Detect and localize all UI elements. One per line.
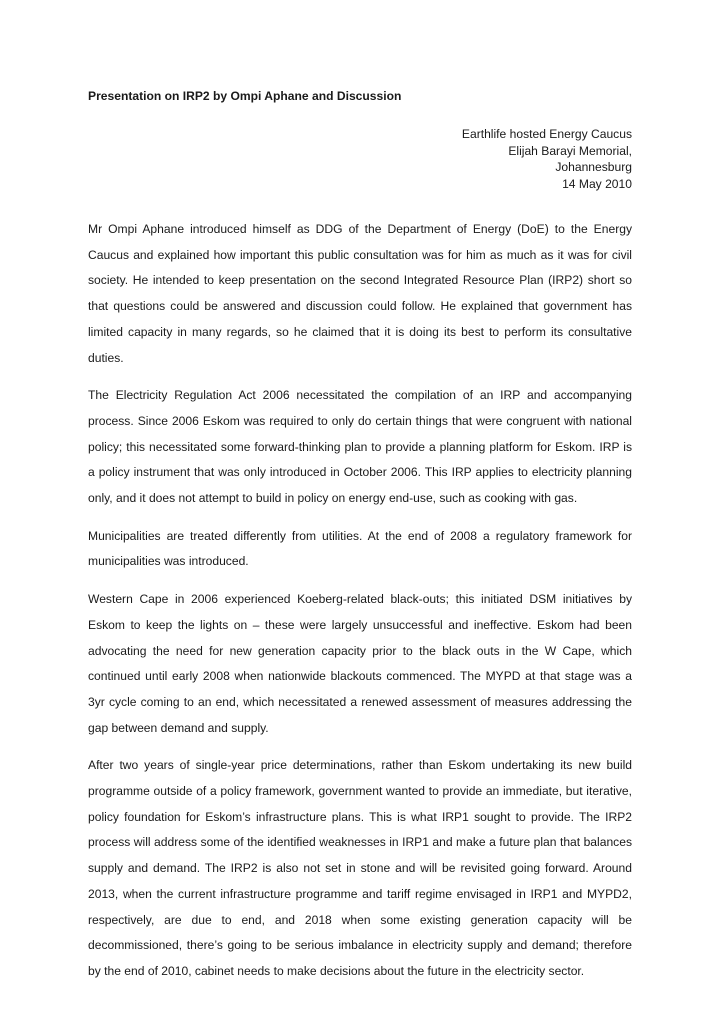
meeting-venue: Elijah Barayi Memorial, <box>508 143 632 158</box>
meeting-city: Johannesburg <box>555 160 632 174</box>
paragraph-regulation-act: The Electricity Regulation Act 2006 necessitated the compilation of an IRP and accompanying process. Since 2006 Eskom was required to only do certain things that were congruent with national policy; this necessitated some forward-thinking plan to provide a planning platform for Eskom. IRP is a policy instrument that was only introduced in October 2006. This IRP applies to electricity planning only, and it does not attempt to build in policy on energy end-use, such as cooking with gas. <box>88 388 632 506</box>
paragraph-introduction: Mr Ompi Aphane introduced himself as DDG of the Department of Energy (DoE) to the Energy Caucus and explained how important this public consultation was for him as much as it was for civil society. He intended to keep presentation on the second Integrated Resource Plan (IRP2) short so that questions could be answered and discussion could follow. He explained that government has limited capacity in many regards, so he claimed that it is doing its best to perform its consultative duties. <box>88 222 632 365</box>
meeting-date: 14 May 2010 <box>562 176 632 191</box>
paragraph-municipalities: Municipalities are treated differently from utilities. At the end of 2008 a regulatory framework for municipalities was introduced. <box>88 528 632 569</box>
document-title: Presentation on IRP2 by Ompi Aphane and Discussion <box>88 89 402 103</box>
meeting-details <box>88 126 632 192</box>
meeting-host: Earthlife hosted Energy Caucus <box>461 127 632 141</box>
paragraph-irp-process: After two years of single-year price determinations, rather than Eskom undertaking its new build programme outside of a policy framework, government wanted to provide an immediate, but iterative, policy foundation for Eskom’s infrastructure plans. This is what IRP1 sought to provide. The IRP2 process will address some of the identified weaknesses in IRP1 and make a future plan that balances supply and demand. The IRP2 is also not set in stone and will be revisited going forward. Around 2013, when the current infrastructure programme and tariff regime envisaged in IRP1 and MYPD2, respectively, are due to end, and 2018 when some existing generation capacity will be decommissioned, there’s going to be serious imbalance in electricity supply and demand; therefore by the end of 2010, cabinet needs to make decisions about the future in the electricity sector. <box>88 758 632 978</box>
paragraph-western-cape: Western Cape in 2006 experienced Koeberg-related black-outs; this initiated DSM initiatives by Eskom to keep the lights on – these were largely unsuccessful and ineffective. Eskom had been advocating the need for new generation capacity prior to the black outs in the W Cape, which continued until early 2008 when nationwide blackouts commenced. The MYPD at that stage was a 3yr cycle coming to an end, which necessitated a renewed assessment of measures addressing the gap between demand and supply. <box>88 592 632 735</box>
